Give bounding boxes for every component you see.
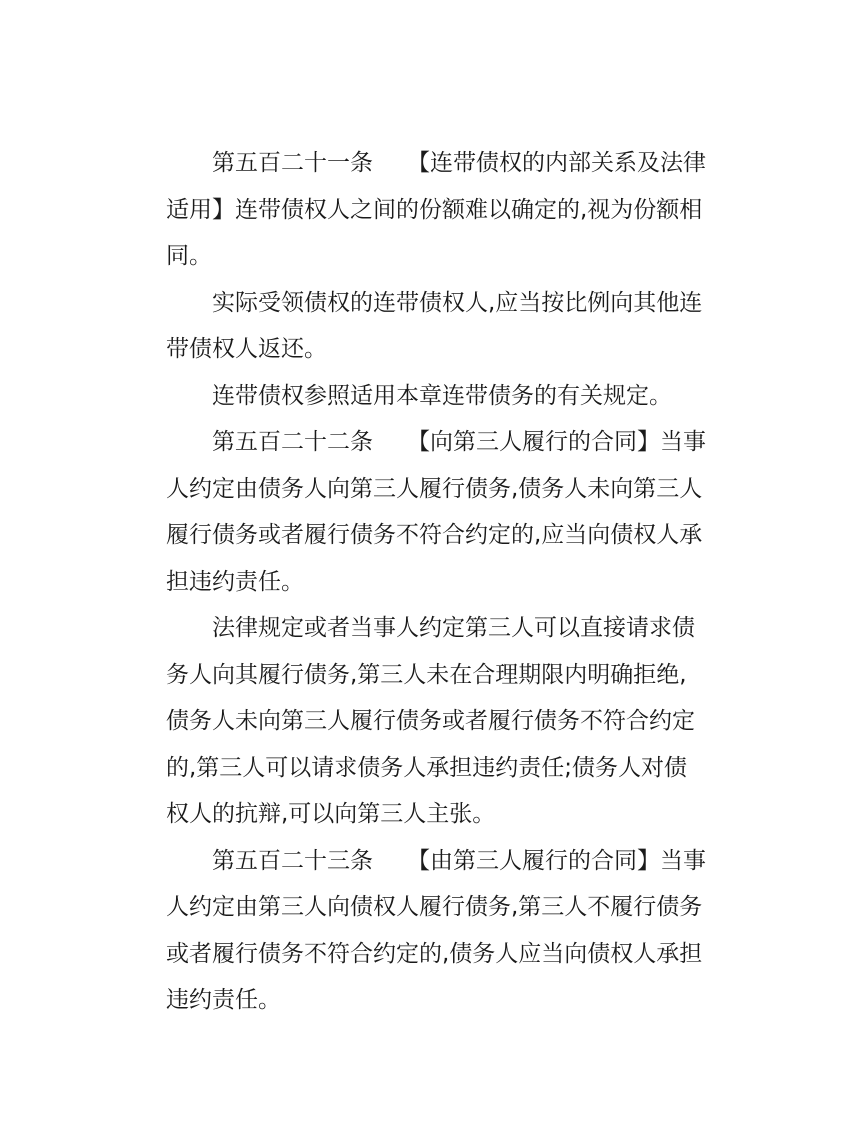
article-521-paragraph-1 bbox=[166, 140, 706, 280]
article-523-title: 【由第三人履行的合同】 bbox=[407, 847, 660, 874]
article-523-number: 第五百二十三条 bbox=[212, 847, 373, 874]
article-523-text-1: 当事人约定由第三人向债权人履行债务,第三人不履行债务或者履行债务不符合约定的,债务人应当向债权人承担违约责任。 bbox=[166, 847, 706, 1013]
article-522-paragraph-2: 法律规定或者当事人约定第三人可以直接请求债务人向其履行债务,第三人未在合理期限内明确拒绝,债务人未向第三人履行债务或者履行债务不符合约定的,第三人可以请求债务人承担违约责任;债务人对债权人的抗辩,可以向第三人主张。 bbox=[166, 615, 695, 827]
article-521-paragraph-2: 实际受领债权的连带债权人,应当按比例向其他连带债权人返还。 bbox=[166, 289, 703, 362]
article-521-title: 【连带债权的内部关系及法律适用】 bbox=[166, 150, 706, 223]
article-521-number: 第五百二十一条 bbox=[212, 150, 373, 176]
document-body bbox=[166, 140, 706, 1024]
article-521-text-1: 连带债权人之间的份额难以确定的,视为份额相同。 bbox=[166, 196, 703, 269]
article-522-paragraph-1 bbox=[166, 419, 706, 605]
article-522-title: 【向第三人履行的合同】 bbox=[407, 429, 660, 455]
article-523-paragraph-1 bbox=[166, 838, 706, 1024]
article-522-number: 第五百二十二条 bbox=[212, 429, 373, 455]
article-521-paragraph-3: 连带债权参照适用本章连带债务的有关规定。 bbox=[212, 382, 672, 409]
article-522-text-1: 当事人约定由债务人向第三人履行债务,债务人未向第三人履行债务或者履行债务不符合约定的,应当向债权人承担违约责任。 bbox=[166, 429, 706, 595]
